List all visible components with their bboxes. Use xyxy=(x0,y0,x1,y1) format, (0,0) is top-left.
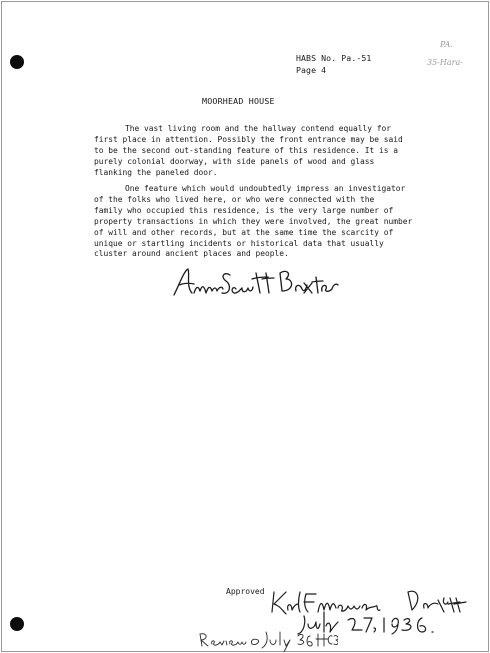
paragraph-line: cluster around ancient places and people. xyxy=(94,249,289,259)
margin-note-1: PA. xyxy=(440,40,453,49)
author-signature xyxy=(170,263,350,303)
paragraph-line: family who occupied this residence, is the very large number of xyxy=(94,205,394,215)
paragraph-line: unique or startling incidents or historical data that usually xyxy=(94,238,384,248)
paragraph-line: flanking the paneled door. xyxy=(94,167,218,177)
paragraph-line: One feature which would undoubtedly impress an investigator xyxy=(125,184,406,193)
page-number: Page 4 xyxy=(296,65,327,75)
review-note xyxy=(198,630,338,652)
binder-hole-bottom xyxy=(10,617,24,631)
paragraph-line: of will and other records, but at the same time the scarcity of xyxy=(94,227,394,237)
paragraph-2 xyxy=(94,184,434,260)
paragraph-line: property transactions in which they were involved, the great number xyxy=(94,216,413,226)
document-title: MOORHEAD HOUSE xyxy=(202,96,275,106)
habs-number: HABS No. Pa.-51 xyxy=(296,53,372,63)
approver-signature xyxy=(268,588,468,636)
binder-hole-top xyxy=(10,55,24,69)
approved-label: Approved xyxy=(226,587,265,596)
margin-note-2: 35-Hara- xyxy=(427,58,463,67)
paragraph-line: of the folks who lived here, or who were connected with the xyxy=(94,194,375,204)
paragraph-line: The vast living room and the hallway contend equally for xyxy=(125,124,392,133)
paragraph-1 xyxy=(94,124,434,179)
paragraph-line: first place in attention. Possibly the front entrance may be said xyxy=(94,134,403,144)
paragraph-line: purely colonial doorway, with side panels of wood and glass xyxy=(94,156,375,166)
paragraph-line: to be the second out-standing feature of this residence. It is a xyxy=(94,145,399,155)
